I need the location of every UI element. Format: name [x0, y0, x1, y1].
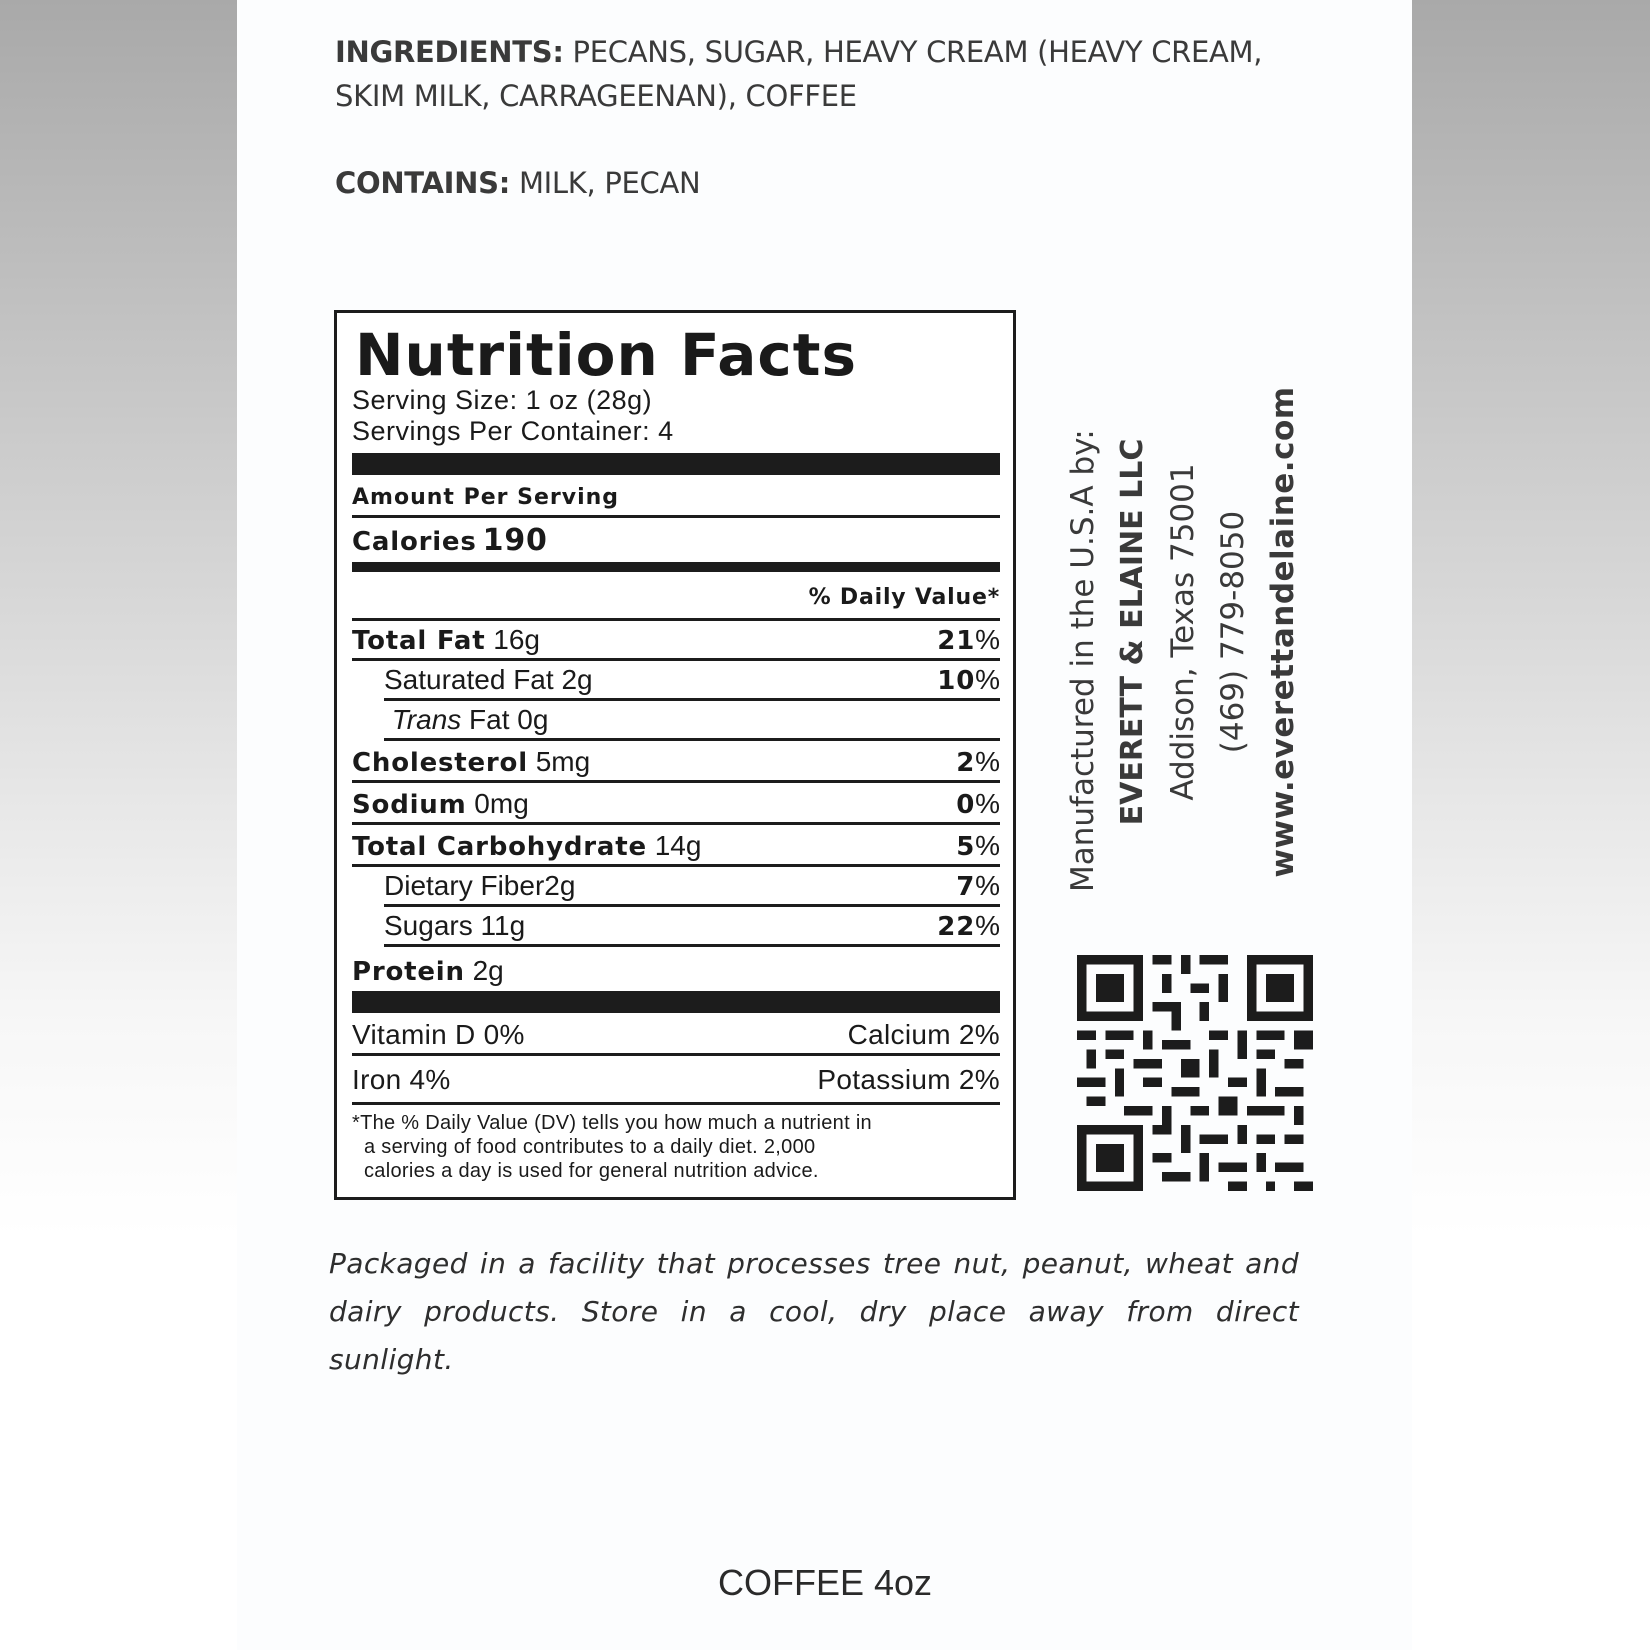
nutrient-row-dietary-fiber: [384, 867, 1000, 907]
pct-sign: %: [975, 788, 1000, 819]
vitamin-row: [352, 1013, 1000, 1056]
pct-sign: %: [975, 870, 1000, 901]
nutrient-pct: 2: [956, 748, 976, 778]
footnote-line: *The % Daily Value (DV) tells you how much a nutrient in: [352, 1112, 872, 1134]
pct-sign: %: [975, 746, 1000, 777]
facility-notice: Packaged in a facility that processes tree nut, peanut, wheat and dairy products. Store in a cool, dry place away from direct sunlight.: [329, 1247, 1299, 1376]
footnote-line: calories a day is used for general nutrition advice.: [364, 1160, 819, 1182]
nutrient-pct: 21: [937, 626, 976, 656]
medium-divider: [352, 562, 1000, 572]
vitamin-row: [352, 1056, 1000, 1102]
product-name: COFFEE 4oz: [717, 1562, 933, 1603]
nutrient-name: Total Fat: [352, 626, 486, 656]
nutrition-facts-panel: [334, 310, 1016, 1200]
nutrient-name: Total Carbohydrate: [352, 832, 647, 862]
manufacturer-info: [1058, 372, 1308, 892]
nutrient-amount: 2g: [561, 664, 593, 695]
company-address: Addison, Texas 75001: [1165, 463, 1201, 801]
nutrient-pct: 10: [937, 666, 976, 696]
nutrient-amount: 14g: [654, 830, 702, 861]
nutrient-row-total-carbohydrate: [352, 825, 1000, 867]
thick-divider: [352, 453, 1000, 475]
pct-sign: %: [975, 624, 1000, 655]
pct-sign: %: [975, 910, 1000, 941]
nutrient-row-saturated-fat: [384, 661, 1000, 701]
pct-sign: %: [975, 664, 1000, 695]
manufactured-in: Manufactured in the U.S.A by:: [1065, 429, 1101, 892]
footnote-line: a serving of food contributes to a daily diet. 2,000: [364, 1136, 816, 1158]
nutrition-facts-title: Nutrition Facts: [355, 321, 857, 389]
company-website: www.everettandelaine.com: [1265, 386, 1301, 878]
company-name: EVERETT & ELAINE LLC: [1115, 438, 1150, 826]
calories-label: Calories: [352, 527, 477, 557]
thick-divider: [352, 991, 1000, 1013]
nutrient-amount: 5mg: [535, 746, 591, 777]
company-phone: (469) 779-8050: [1215, 510, 1251, 754]
nutrient-amount: 0g: [517, 704, 549, 735]
serving-size: Serving Size: 1 oz (28g): [352, 385, 653, 415]
nutrient-name: Fat: [461, 704, 510, 735]
ingredients-text: [335, 30, 1295, 118]
nutrient-amount: 0mg: [474, 788, 529, 819]
nutrient-pct: 22: [937, 912, 976, 942]
nutrient-name: Sodium: [352, 790, 467, 820]
nutrient-amount: 2g: [472, 955, 504, 986]
calcium: Calcium 2%: [847, 1019, 1000, 1050]
nutrient-name-italic: Trans: [391, 704, 462, 735]
nutrient-amount: 2g: [544, 870, 576, 901]
pct-sign: %: [975, 830, 1000, 861]
nutrient-row-trans-fat: [384, 701, 1000, 741]
allergens-text: [335, 161, 1295, 205]
nutrient-name: Sugars: [384, 910, 473, 941]
calories-value: 190: [482, 523, 548, 558]
nutrient-amount: 11g: [480, 910, 526, 941]
nutrient-pct: 0: [956, 790, 976, 820]
nutrient-row-total-fat: [352, 621, 1000, 661]
daily-value-footnote: [352, 1102, 1000, 1183]
contains-label: CONTAINS:: [335, 166, 511, 200]
calories-row: [352, 518, 1000, 562]
vitamin-d: Vitamin D 0%: [352, 1019, 525, 1050]
servings-per-container: Servings Per Container: 4: [352, 416, 674, 446]
qr-code: [1077, 955, 1313, 1191]
nutrient-name: Saturated Fat: [384, 664, 554, 695]
nutrient-row-sodium: [352, 783, 1000, 825]
nutrient-row-sugars: [384, 907, 1000, 947]
iron: Iron 4%: [352, 1064, 451, 1095]
nutrient-row-protein: [352, 947, 1000, 989]
ingredients-list: PECANS, SUGAR, HEAVY CREAM (HEAVY CREAM, SKIM MILK, CARRAGEENAN), COFFEE: [335, 35, 1263, 113]
potassium: Potassium 2%: [817, 1064, 1000, 1095]
nutrient-pct: 7: [956, 872, 976, 902]
daily-value-header: % Daily Value*: [352, 572, 1000, 621]
nutrient-name: Protein: [352, 957, 465, 987]
nutrient-pct: 5: [956, 832, 976, 862]
nutrient-name: Cholesterol: [352, 748, 528, 778]
nutrient-amount: 16g: [493, 624, 540, 655]
ingredients-label: INGREDIENTS:: [335, 35, 564, 69]
nutrient-row-cholesterol: [352, 741, 1000, 783]
contains-list: MILK, PECAN: [510, 166, 701, 200]
amount-per-serving: Amount Per Serving: [352, 475, 1000, 518]
nutrient-name: Dietary Fiber: [384, 870, 545, 901]
